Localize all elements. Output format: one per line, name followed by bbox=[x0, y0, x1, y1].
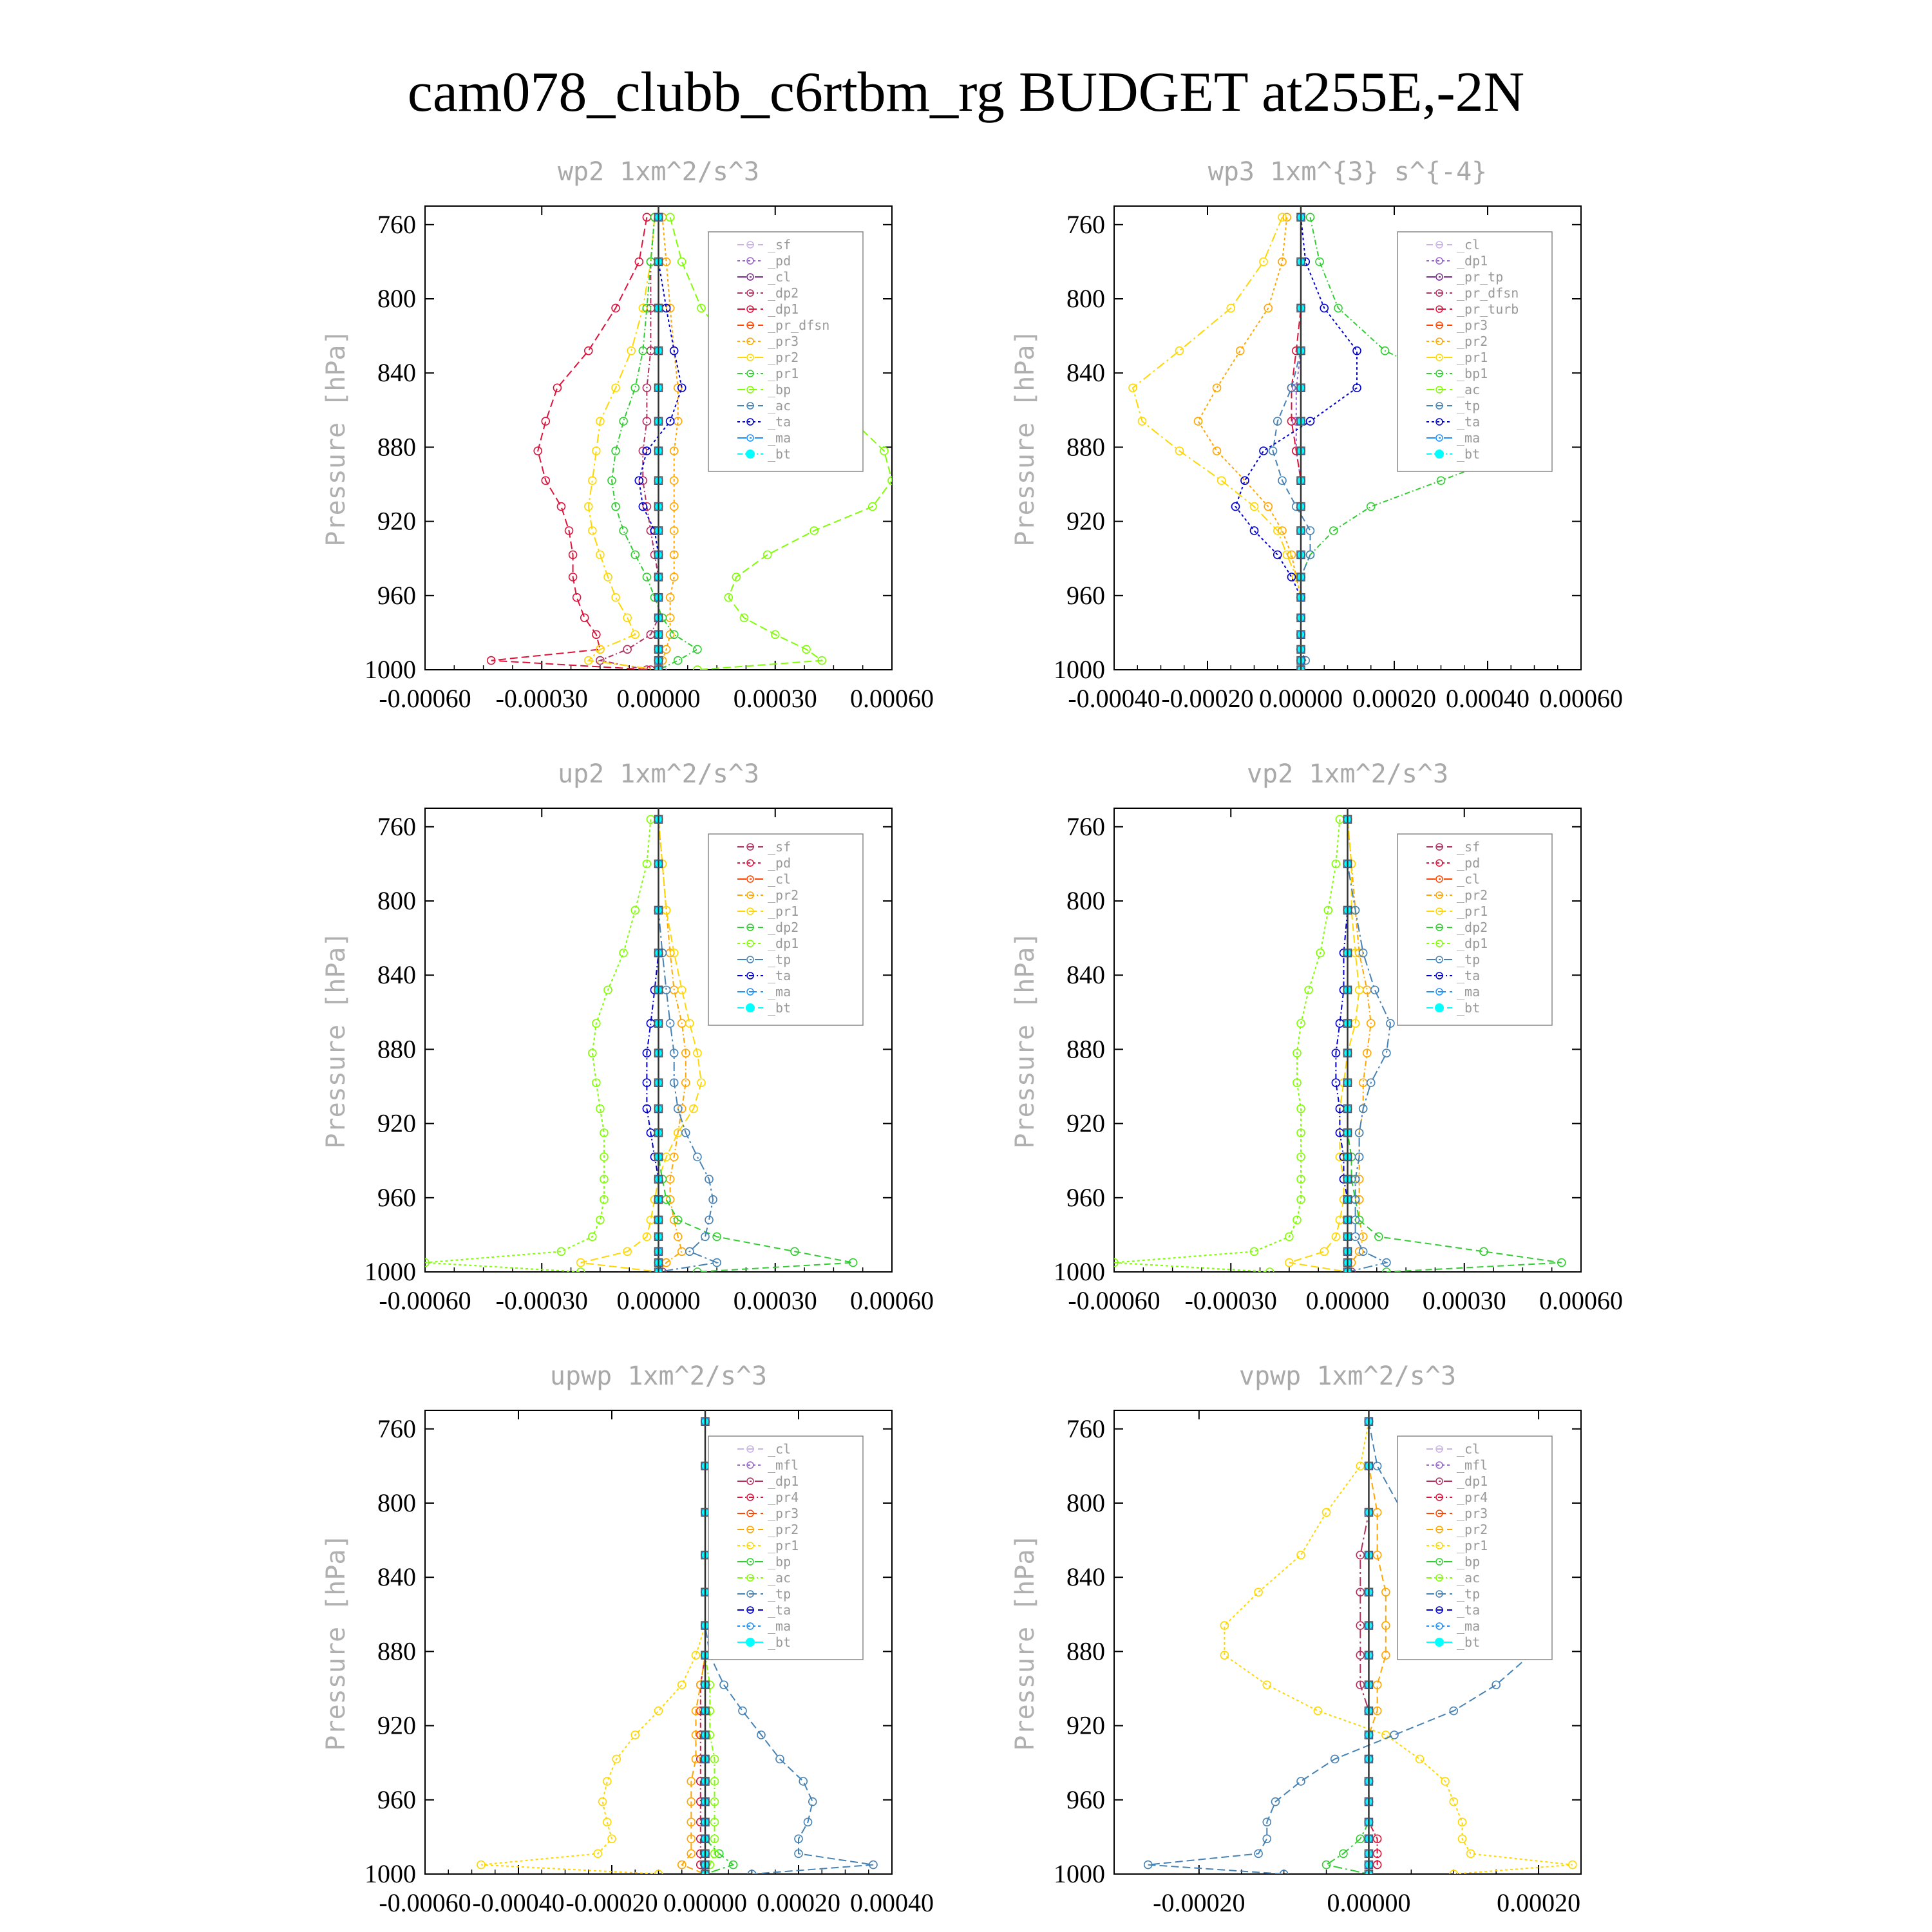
y-tick-label: 880 bbox=[377, 1034, 416, 1064]
data-point bbox=[631, 384, 639, 392]
series-line bbox=[659, 217, 678, 670]
y-tick-label: 760 bbox=[1066, 811, 1105, 841]
legend-label: _bt bbox=[768, 446, 791, 462]
y-tick-label: 800 bbox=[377, 886, 416, 915]
x-tick-label: 0.00040 bbox=[850, 1888, 934, 1917]
legend-label: _pr1 bbox=[1457, 1538, 1488, 1553]
legend-label: _bt bbox=[768, 1634, 791, 1650]
legend-label: _pr2 bbox=[1457, 887, 1488, 903]
y-tick-label: 1000 bbox=[1054, 1257, 1105, 1286]
series-line bbox=[1348, 819, 1371, 1272]
data-point bbox=[694, 645, 701, 653]
data-point bbox=[627, 347, 635, 355]
chart-panel bbox=[1010, 1361, 1581, 1917]
series-line bbox=[589, 217, 659, 670]
panels bbox=[321, 157, 1623, 1917]
y-tick-label: 840 bbox=[377, 1562, 416, 1592]
data-point bbox=[809, 1798, 817, 1806]
y-tick-label: 1000 bbox=[1054, 1859, 1105, 1888]
legend-label: _pr1 bbox=[768, 904, 799, 919]
legend-label: _pr3 bbox=[768, 1506, 799, 1521]
data-point bbox=[1263, 1835, 1271, 1842]
data-point bbox=[678, 1247, 686, 1255]
legend-label: _bp bbox=[1457, 1554, 1481, 1569]
data-point bbox=[1450, 1798, 1457, 1806]
legend-marker bbox=[1435, 1003, 1444, 1012]
data-point bbox=[542, 417, 549, 425]
y-tick-label: 760 bbox=[377, 1414, 416, 1443]
legend-label: _tp bbox=[1457, 1586, 1481, 1602]
data-point bbox=[631, 906, 639, 914]
panel-title: vpwp 1xm^2/s^3 bbox=[1238, 1361, 1457, 1391]
data-point bbox=[581, 614, 589, 621]
x-tick-label: -0.00060 bbox=[379, 1888, 471, 1917]
legend-label: _ac bbox=[768, 398, 791, 413]
legend-label: _dp1 bbox=[1457, 936, 1488, 951]
legend-label: _pr2 bbox=[768, 1522, 799, 1537]
y-tick-label: 960 bbox=[377, 580, 416, 610]
chart-panel bbox=[321, 1361, 934, 1917]
y-tick-label: 880 bbox=[377, 432, 416, 462]
y-tick-label: 960 bbox=[1066, 1785, 1105, 1814]
data-point bbox=[1263, 1681, 1271, 1689]
legend-label: _pr3 bbox=[768, 334, 799, 349]
legend-marker bbox=[746, 1003, 755, 1012]
legend-label: _ma bbox=[768, 430, 791, 446]
y-tick-label: 920 bbox=[377, 1108, 416, 1138]
x-tick-label: -0.00040 bbox=[1068, 684, 1160, 713]
y-tick-label: 920 bbox=[377, 506, 416, 536]
data-point bbox=[1251, 527, 1258, 535]
legend-label: _pr_dfsn bbox=[768, 317, 830, 333]
legend-label: _ma bbox=[768, 1618, 791, 1634]
legend-label: _ta bbox=[768, 1602, 791, 1618]
y-tick-label: 800 bbox=[1066, 284, 1105, 313]
legend-label: _bt bbox=[1457, 446, 1481, 462]
legend-label: _ta bbox=[1457, 1602, 1481, 1618]
legend-label: _sf bbox=[1457, 839, 1481, 855]
legend-label: _bt bbox=[1457, 1000, 1481, 1016]
data-point bbox=[1367, 503, 1375, 511]
y-tick-label: 1000 bbox=[365, 1859, 416, 1888]
series-line bbox=[1273, 217, 1311, 670]
legend-label: _cl bbox=[768, 1441, 791, 1457]
x-tick-label: 0.00000 bbox=[1305, 1286, 1390, 1315]
panel-title: vp2 1xm^2/s^3 bbox=[1246, 759, 1449, 789]
data-point bbox=[1278, 527, 1286, 535]
x-tick-label: -0.00030 bbox=[495, 1286, 588, 1315]
legend-label: _dp1 bbox=[768, 936, 799, 951]
y-tick-label: 800 bbox=[1066, 1488, 1105, 1517]
legend-label: _cl bbox=[1457, 1441, 1481, 1457]
data-point bbox=[1213, 447, 1221, 455]
y-tick-label: 880 bbox=[1066, 1034, 1105, 1064]
legend-label: _cl bbox=[768, 269, 791, 285]
y-axis-label: Pressure [hPa] bbox=[321, 931, 351, 1149]
legend bbox=[1397, 232, 1552, 471]
legend-label: _pr1 bbox=[1457, 350, 1488, 365]
legend-label: _sf bbox=[768, 237, 791, 252]
data-point bbox=[1383, 1049, 1390, 1057]
legend-marker bbox=[746, 1638, 755, 1647]
legend-marker bbox=[746, 450, 755, 459]
series-line bbox=[1292, 217, 1302, 670]
data-point bbox=[1320, 1247, 1328, 1255]
x-tick-label: 0.00000 bbox=[663, 1888, 747, 1917]
y-tick-label: 840 bbox=[1066, 358, 1105, 388]
series-line bbox=[1327, 1421, 1369, 1874]
legend-label: _ta bbox=[768, 968, 791, 983]
data-point bbox=[1374, 1462, 1381, 1470]
y-tick-label: 800 bbox=[377, 1488, 416, 1517]
x-tick-label: 0.00060 bbox=[1539, 1286, 1623, 1315]
legend-label: _bp bbox=[768, 382, 791, 397]
y-tick-label: 840 bbox=[377, 960, 416, 990]
data-point bbox=[739, 1707, 746, 1715]
data-point bbox=[667, 213, 674, 221]
series-line bbox=[1236, 217, 1358, 670]
series-line bbox=[1369, 1421, 1386, 1874]
data-point bbox=[678, 258, 686, 265]
y-axis-label: Pressure [hPa] bbox=[321, 1533, 351, 1751]
y-tick-label: 800 bbox=[1066, 886, 1105, 915]
chart-panel bbox=[321, 759, 934, 1315]
x-tick-label: 0.00020 bbox=[1497, 1888, 1581, 1917]
y-axis-label: Pressure [hPa] bbox=[321, 329, 351, 547]
legend-label: _sf bbox=[768, 839, 791, 855]
series-line bbox=[600, 217, 659, 670]
legend-label: _tp bbox=[1457, 398, 1481, 413]
y-axis-label: Pressure [hPa] bbox=[1010, 1533, 1040, 1751]
data-point bbox=[620, 949, 627, 957]
y-tick-label: 840 bbox=[1066, 1562, 1105, 1592]
x-tick-label: 0.00060 bbox=[850, 1286, 934, 1315]
x-tick-label: 0.00000 bbox=[1327, 1888, 1411, 1917]
legend-label: _pr_turb bbox=[1457, 301, 1519, 317]
y-tick-label: 960 bbox=[377, 1182, 416, 1212]
legend-label: _pr2 bbox=[1457, 1522, 1488, 1537]
data-point bbox=[1314, 1707, 1321, 1715]
data-point bbox=[655, 1707, 663, 1715]
data-point bbox=[1288, 573, 1296, 581]
x-tick-label: -0.00030 bbox=[495, 684, 588, 713]
x-tick-label: -0.00060 bbox=[379, 684, 471, 713]
data-point bbox=[694, 1153, 701, 1160]
y-tick-label: 1000 bbox=[365, 655, 416, 684]
series-line bbox=[612, 217, 697, 670]
legend-label: _dp2 bbox=[1457, 920, 1488, 935]
series-line bbox=[1198, 217, 1302, 670]
data-point bbox=[1297, 1551, 1305, 1559]
series-line bbox=[481, 1421, 705, 1874]
legend-label: _pr1 bbox=[1457, 904, 1488, 919]
legend-label: _ta bbox=[768, 414, 791, 430]
legend-label: _pr_dfsn bbox=[1457, 285, 1519, 301]
data-point bbox=[647, 815, 654, 823]
x-tick-label: 0.00060 bbox=[1539, 684, 1623, 713]
x-tick-label: -0.00060 bbox=[379, 1286, 471, 1315]
x-tick-label: 0.00020 bbox=[757, 1888, 840, 1917]
y-tick-label: 840 bbox=[377, 358, 416, 388]
x-tick-label: 0.00030 bbox=[733, 1286, 817, 1315]
y-tick-label: 760 bbox=[377, 811, 416, 841]
legend-label: _dp2 bbox=[768, 920, 799, 935]
y-axis-label: Pressure [hPa] bbox=[1010, 329, 1040, 547]
legend bbox=[1397, 1436, 1552, 1660]
legend-label: _cl bbox=[1457, 237, 1481, 252]
y-tick-label: 880 bbox=[377, 1636, 416, 1666]
data-point bbox=[1213, 384, 1221, 392]
panel-title: wp3 1xm^{3} s^{-4} bbox=[1208, 157, 1488, 187]
series-line bbox=[659, 819, 686, 1272]
series-line bbox=[1348, 819, 1391, 1272]
series-line bbox=[1289, 819, 1359, 1272]
legend-label: _pr1 bbox=[768, 1538, 799, 1553]
legend bbox=[708, 232, 863, 471]
y-tick-label: 920 bbox=[1066, 506, 1105, 536]
legend-label: _bt bbox=[768, 1000, 791, 1016]
x-tick-label: 0.00000 bbox=[616, 1286, 701, 1315]
legend-label: _dp1 bbox=[768, 1473, 799, 1489]
legend bbox=[708, 1436, 863, 1660]
data-point bbox=[1371, 986, 1379, 994]
data-point bbox=[1278, 213, 1286, 221]
y-tick-label: 760 bbox=[1066, 209, 1105, 239]
data-point bbox=[589, 477, 596, 484]
legend-label: _dp2 bbox=[768, 285, 799, 301]
legend-label: _cl bbox=[1457, 871, 1481, 887]
y-tick-label: 800 bbox=[377, 284, 416, 313]
data-point bbox=[674, 657, 682, 665]
data-point bbox=[692, 1651, 700, 1659]
data-point bbox=[1323, 1508, 1331, 1516]
data-point bbox=[1255, 1588, 1262, 1596]
legend-label: _cl bbox=[768, 871, 791, 887]
legend-label: _pd bbox=[768, 855, 791, 871]
legend-label: _bt bbox=[1457, 1634, 1481, 1650]
data-point bbox=[631, 551, 639, 558]
legend-label: _pd bbox=[1457, 855, 1481, 871]
x-tick-label: -0.00060 bbox=[1068, 1286, 1160, 1315]
y-axis-label: Pressure [hPa] bbox=[1010, 931, 1040, 1149]
y-tick-label: 1000 bbox=[1054, 655, 1105, 684]
legend-marker bbox=[1435, 1638, 1444, 1647]
y-tick-label: 760 bbox=[1066, 1414, 1105, 1443]
data-point bbox=[1176, 347, 1184, 355]
legend-label: _dp1 bbox=[1457, 253, 1488, 269]
data-point bbox=[1416, 1755, 1424, 1763]
y-tick-label: 880 bbox=[1066, 432, 1105, 462]
legend-label: _tp bbox=[768, 1586, 791, 1602]
y-tick-label: 920 bbox=[1066, 1108, 1105, 1138]
legend bbox=[1397, 834, 1552, 1025]
chart-panel bbox=[1010, 759, 1623, 1315]
series-line bbox=[425, 819, 650, 1272]
legend-label: _pr2 bbox=[1457, 334, 1488, 349]
y-tick-label: 960 bbox=[377, 1785, 416, 1814]
series-line bbox=[1360, 1421, 1368, 1874]
panel-title: up2 1xm^2/s^3 bbox=[557, 759, 760, 789]
data-point bbox=[663, 986, 670, 994]
data-point bbox=[1307, 527, 1314, 535]
legend-label: _pr_tp bbox=[1457, 269, 1504, 285]
x-tick-label: 0.00020 bbox=[1352, 684, 1436, 713]
legend-label: _mfl bbox=[1457, 1457, 1488, 1473]
x-tick-label: 0.00030 bbox=[733, 684, 817, 713]
legend-label: _pr1 bbox=[768, 366, 799, 381]
data-point bbox=[620, 417, 627, 425]
series-line bbox=[1336, 819, 1347, 1272]
data-point bbox=[1336, 815, 1343, 823]
data-point bbox=[1297, 1777, 1305, 1785]
y-tick-label: 1000 bbox=[365, 1257, 416, 1286]
legend-label: _dp1 bbox=[1457, 1473, 1488, 1489]
series-line bbox=[647, 819, 658, 1272]
y-tick-label: 840 bbox=[1066, 960, 1105, 990]
data-point bbox=[1236, 347, 1244, 355]
series-line bbox=[1114, 819, 1340, 1272]
x-tick-label: 0.00000 bbox=[616, 684, 701, 713]
legend-label: _pr3 bbox=[1457, 1506, 1488, 1521]
legend-label: _bp1 bbox=[1457, 366, 1488, 381]
legend-label: _pr4 bbox=[768, 1490, 799, 1505]
data-point bbox=[635, 258, 643, 265]
y-tick-label: 920 bbox=[1066, 1710, 1105, 1740]
panel-title: wp2 1xm^2/s^3 bbox=[557, 157, 760, 187]
y-tick-label: 960 bbox=[1066, 580, 1105, 610]
data-point bbox=[1260, 447, 1267, 455]
series-line bbox=[491, 217, 651, 670]
x-tick-label: 0.00030 bbox=[1422, 1286, 1506, 1315]
chart-panel bbox=[1010, 157, 1623, 713]
legend-label: _pr4 bbox=[1457, 1490, 1488, 1505]
x-tick-label: -0.00020 bbox=[565, 1888, 658, 1917]
y-tick-label: 760 bbox=[377, 209, 416, 239]
x-tick-label: -0.00040 bbox=[472, 1888, 565, 1917]
data-point bbox=[1195, 417, 1202, 425]
data-point bbox=[557, 503, 565, 511]
legend-label: _pr3 bbox=[1457, 317, 1488, 333]
y-tick-label: 960 bbox=[1066, 1182, 1105, 1212]
legend bbox=[708, 834, 863, 1025]
legend-label: _tp bbox=[1457, 952, 1481, 967]
legend-label: _ma bbox=[768, 984, 791, 999]
legend-label: _ta bbox=[1457, 414, 1481, 430]
legend-label: _mfl bbox=[768, 1457, 799, 1473]
legend-label: _ma bbox=[1457, 984, 1481, 999]
panel-title: upwp 1xm^2/s^3 bbox=[549, 1361, 768, 1391]
x-tick-label: 0.00000 bbox=[1259, 684, 1343, 713]
data-point bbox=[1241, 477, 1249, 484]
data-point bbox=[553, 384, 561, 392]
x-tick-label: -0.00020 bbox=[1153, 1888, 1245, 1917]
legend-label: _ta bbox=[1457, 968, 1481, 983]
data-point bbox=[1283, 551, 1291, 558]
x-tick-label: 0.00040 bbox=[1446, 684, 1530, 713]
y-tick-label: 920 bbox=[377, 1710, 416, 1740]
data-point bbox=[1492, 1681, 1500, 1689]
legend-label: _ac bbox=[1457, 1570, 1481, 1586]
figure-title: cam078_clubb_c6rtbm_rg BUDGET at255E,-2N bbox=[407, 61, 1525, 124]
legend-label: _dp1 bbox=[768, 301, 799, 317]
data-point bbox=[799, 1777, 807, 1785]
data-point bbox=[585, 347, 592, 355]
x-tick-label: -0.00020 bbox=[1161, 684, 1254, 713]
data-point bbox=[612, 594, 620, 601]
legend-label: _ac bbox=[768, 1570, 791, 1586]
legend-label: _tp bbox=[768, 952, 791, 967]
legend-label: _pd bbox=[768, 253, 791, 269]
legend-label: _bp bbox=[768, 1554, 791, 1569]
legend-marker bbox=[1435, 450, 1444, 459]
legend-label: _ma bbox=[1457, 1618, 1481, 1634]
data-point bbox=[1283, 213, 1291, 221]
x-tick-label: 0.00060 bbox=[850, 684, 934, 713]
legend-label: _pr2 bbox=[768, 887, 799, 903]
legend-label: _ma bbox=[1457, 430, 1481, 446]
legend-label: _pr2 bbox=[768, 350, 799, 365]
data-point bbox=[620, 527, 627, 535]
series-line bbox=[682, 1421, 705, 1874]
legend-label: _ac bbox=[1457, 382, 1481, 397]
data-point bbox=[1390, 1731, 1398, 1739]
x-tick-label: -0.00030 bbox=[1184, 1286, 1277, 1315]
chart-panel bbox=[321, 157, 934, 713]
y-tick-label: 880 bbox=[1066, 1636, 1105, 1666]
